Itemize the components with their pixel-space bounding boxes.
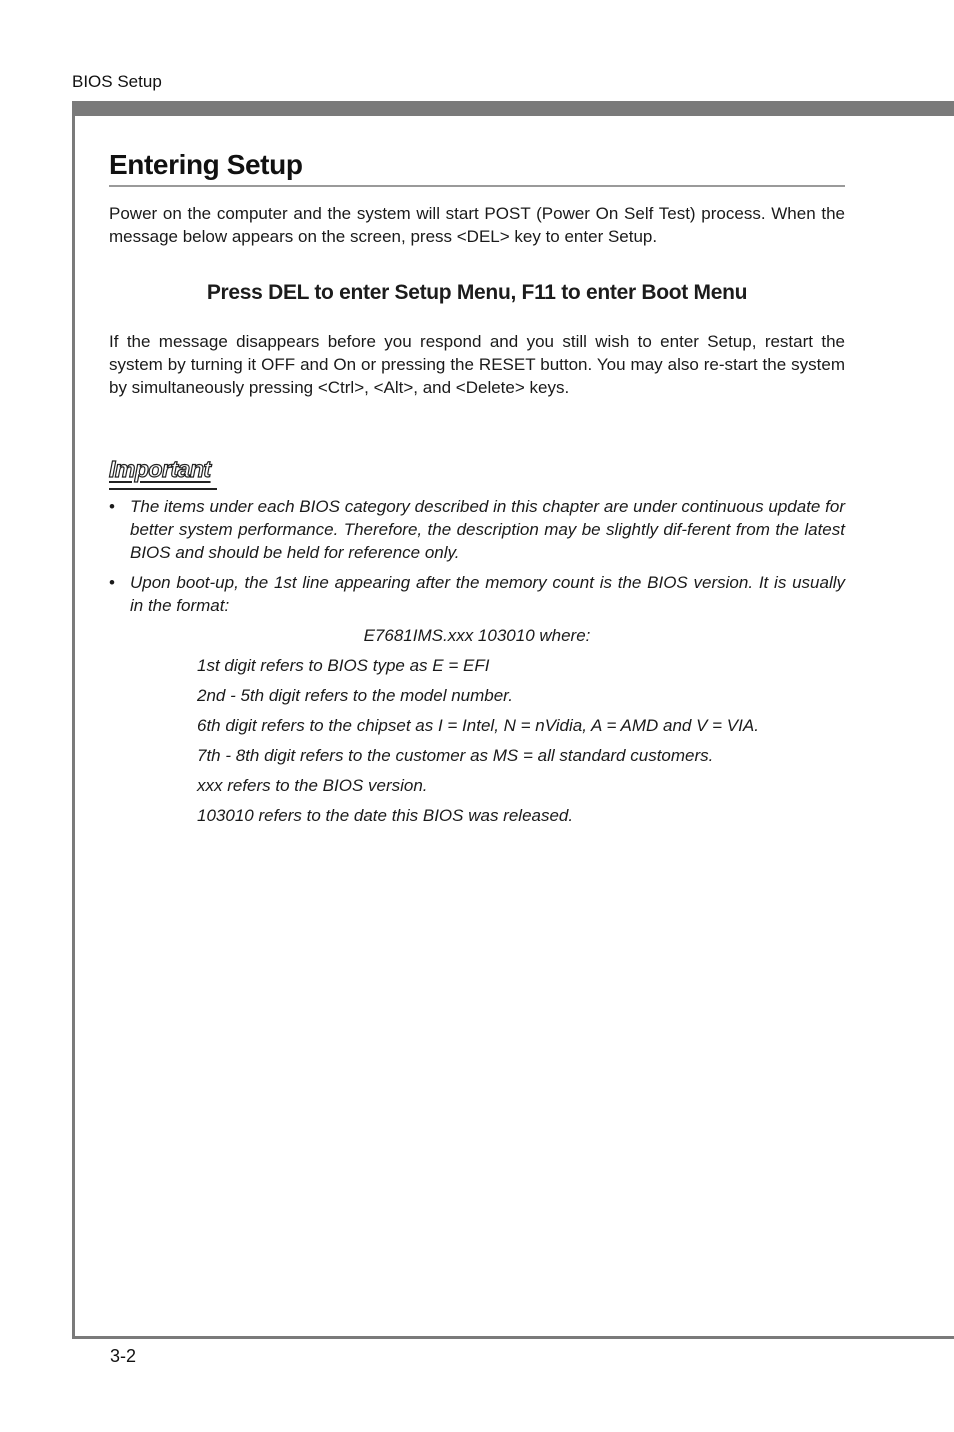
left-margin-rule bbox=[72, 101, 75, 1339]
header-bar bbox=[72, 101, 954, 116]
running-header: BIOS Setup bbox=[72, 72, 162, 91]
bios-version-example: E7681IMS.xxx 103010 where: bbox=[363, 626, 591, 645]
page-number: 3-2 bbox=[110, 1346, 137, 1366]
format-line: 1st digit refers to BIOS type as E = EFI bbox=[197, 656, 490, 675]
important-title: Important bbox=[109, 456, 211, 482]
setup-prompt-message: Press DEL to enter Setup Menu, F11 to enter Boot Menu bbox=[206, 281, 748, 304]
intro-paragraph: Power on the computer and the system will start POST (Power On Self Test) process. When the message below appears on the screen, press <DEL> key to enter Setup. bbox=[109, 204, 845, 246]
format-line: 103010 refers to the date this BIOS was released. bbox=[197, 806, 574, 825]
bios-format-list bbox=[109, 654, 845, 827]
important-underline bbox=[109, 488, 217, 490]
format-line: 7th - 8th digit refers to the customer as MS = all standard customers. bbox=[197, 746, 714, 765]
format-line: xxx refers to the BIOS version. bbox=[197, 776, 428, 795]
footer-rule bbox=[72, 1336, 954, 1339]
important-item bbox=[109, 495, 845, 564]
format-line: 6th digit refers to the chipset as I = Intel, N = nVidia, A = AMD and V = VIA. bbox=[197, 716, 759, 735]
restart-paragraph: If the message disappears before you respond and you still wish to enter Setup, restart the system by turning it OFF and On or pressing the RESET button. You may also re-start the system by simultaneously pressing <Ctrl>, <Alt>, and <Delete> keys. bbox=[109, 332, 845, 397]
important-list bbox=[109, 495, 845, 617]
section-title: Entering Setup bbox=[109, 148, 845, 187]
important-item-text: Upon boot-up, the 1st line appearing after the memory count is the BIOS version. It is usually in the format: bbox=[130, 573, 845, 615]
important-item bbox=[109, 571, 845, 617]
page-content bbox=[109, 148, 845, 827]
important-item-text: The items under each BIOS category described in this chapter are under continuous update for better system performance. Therefore, the description may be slightly dif-ferent from the latest BIOS and should be held for reference only. bbox=[130, 497, 845, 562]
format-line: 2nd - 5th digit refers to the model number. bbox=[197, 686, 513, 705]
important-heading bbox=[109, 455, 845, 489]
bullet-icon: • bbox=[109, 573, 115, 592]
bullet-icon: • bbox=[109, 497, 115, 516]
